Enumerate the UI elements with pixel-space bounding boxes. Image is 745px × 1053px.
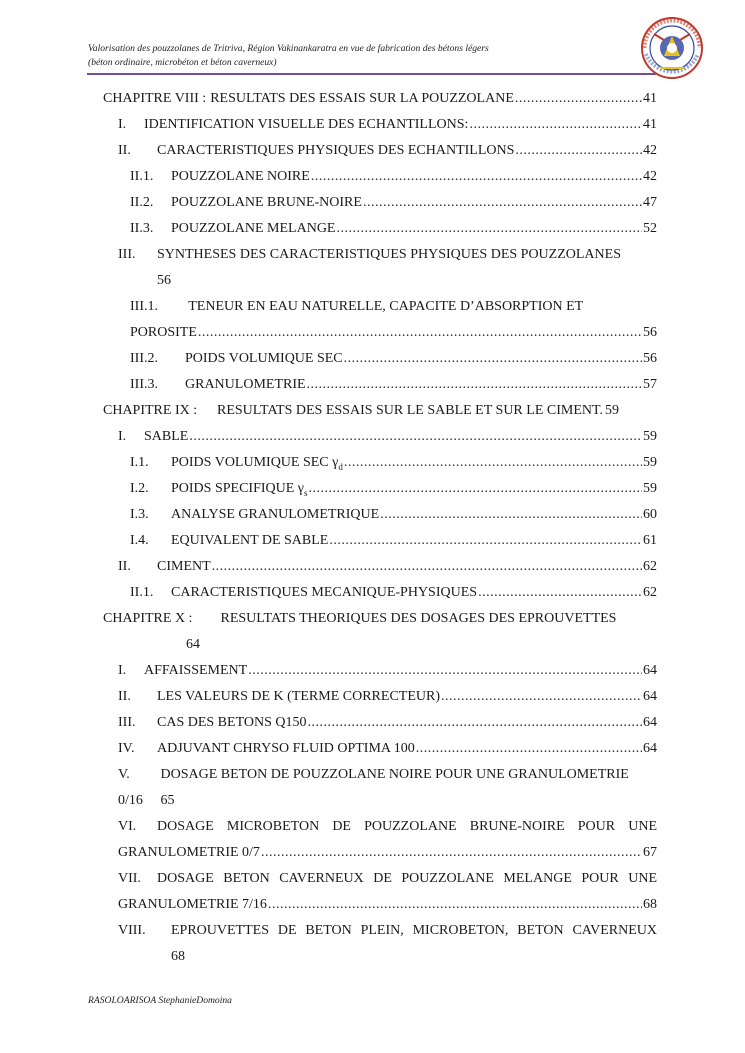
toc-page: 62 [643, 559, 657, 574]
toc-entry-continuation[interactable] [130, 324, 657, 342]
toc-leader [344, 350, 642, 368]
toc-title: GRANULOMETRIE [185, 377, 306, 392]
toc-number: CHAPITRE IX : [103, 403, 198, 418]
toc-entry[interactable] [130, 584, 657, 602]
toc-entry[interactable] [130, 506, 657, 524]
toc-entry-chapter-9[interactable] [103, 402, 657, 420]
toc-leader [308, 714, 643, 732]
toc-title: DOSAGE BETON CAVERNEUX DE POUZZOLANE MELANGE POUR UNE [157, 871, 657, 886]
toc-page: 47 [643, 195, 657, 210]
toc-entry[interactable] [118, 142, 657, 160]
toc-number: I. [118, 429, 127, 444]
toc-number: I. [118, 117, 127, 132]
toc-entry-wrapped[interactable] [118, 870, 657, 888]
toc-entry-chapter-8[interactable] [103, 90, 657, 108]
toc-leader [469, 116, 642, 134]
toc-title: 0/16 [118, 793, 143, 808]
toc-title: CAS DES BETONS Q150 [157, 715, 307, 730]
toc-number: I. [118, 663, 127, 678]
toc-title: POUZZOLANE BRUNE-NOIRE [171, 195, 362, 210]
toc-number: II.3. [130, 221, 154, 236]
toc-number: II.1. [130, 585, 154, 600]
toc-entry-wrapped[interactable] [130, 298, 583, 316]
toc-title: EPROUVETTES DE BETON PLEIN, MICROBETON, BETON CAVERNEUX [171, 923, 657, 938]
toc-page: 68 [171, 949, 185, 964]
toc-leader [441, 688, 642, 706]
toc-leader [268, 896, 642, 914]
toc-leader [309, 480, 642, 498]
toc-title: GRANULOMETRIE 7/16 [118, 897, 267, 912]
toc-title: CARACTERISTIQUES PHYSIQUES DES ECHANTILLONS [157, 143, 515, 158]
toc-entry[interactable] [118, 558, 657, 576]
toc-number: I.3. [130, 507, 149, 522]
toc-leader [416, 740, 642, 758]
toc-entry[interactable] [130, 350, 657, 368]
toc-page: 59 [643, 429, 657, 444]
toc-entry[interactable] [118, 662, 657, 680]
toc-title: CARACTERISTIQUES MECANIQUE-PHYSIQUES [171, 585, 478, 600]
toc-leader [363, 194, 642, 212]
toc-title: ANALYSE GRANULOMETRIQUE [171, 507, 380, 522]
toc-title: POUZZOLANE NOIRE [171, 169, 310, 184]
toc-number: II. [118, 689, 131, 704]
toc-page: 68 [643, 897, 657, 912]
toc-entry-wrapped[interactable] [118, 818, 657, 836]
toc-title: RESULTATS DES ESSAIS SUR LE SABLE ET SUR LE CIMENT. [217, 403, 603, 418]
toc-title: IDENTIFICATION VISUELLE DES ECHANTILLONS: [144, 117, 469, 132]
toc-page: 56 [157, 273, 171, 288]
toc-leader [515, 142, 642, 160]
toc-leader [336, 220, 642, 238]
running-header [88, 42, 628, 70]
toc-title: RESULTATS DES ESSAIS SUR LA POUZZOLANE [210, 91, 514, 106]
toc-page: 42 [643, 169, 657, 184]
toc-entry[interactable] [130, 532, 657, 550]
toc-leader [380, 506, 642, 524]
header-line-1: Valorisation des pouzzolanes de Tritriva, Région Vakinankaratra en vue de fabrication des bétons légers [88, 43, 489, 54]
toc-page: 64 [643, 741, 657, 756]
header-rule [87, 73, 656, 75]
toc-leader [261, 844, 642, 862]
university-seal-icon [634, 10, 710, 86]
toc-page: 52 [643, 221, 657, 236]
toc-leader [515, 90, 642, 108]
header-line-2: (béton ordinaire, microbéton et béton caverneux) [88, 57, 277, 68]
toc-title: AFFAISSEMENT [144, 663, 248, 678]
toc-title: GRANULOMETRIE 0/7 [118, 845, 260, 860]
toc-entry[interactable] [130, 220, 657, 238]
toc-title: SABLE [144, 429, 189, 444]
toc-number: I.4. [130, 533, 149, 548]
toc-number: I.2. [130, 481, 149, 496]
page-footer-author: RASOLOARISOA StephanieDomoina [88, 995, 232, 1006]
toc-page: 59 [643, 455, 657, 470]
toc-entry[interactable] [118, 688, 657, 706]
toc-entry[interactable] [130, 454, 657, 476]
toc-page: 64 [186, 637, 200, 652]
toc-number: II.2. [130, 195, 154, 210]
toc-leader [311, 168, 642, 186]
toc-page: 67 [643, 845, 657, 860]
toc-entry-continuation[interactable] [118, 844, 657, 862]
toc-title: LES VALEURS DE K (TERME CORRECTEUR) [157, 689, 440, 704]
toc-page: 41 [643, 91, 657, 106]
toc-entry[interactable] [118, 428, 657, 446]
toc-number: II.1. [130, 169, 154, 184]
toc-entry[interactable] [118, 116, 657, 134]
toc-leader [329, 532, 642, 550]
toc-title: RESULTATS THEORIQUES DES DOSAGES DES EPROUVETTES [220, 611, 617, 626]
toc-title: POIDS SPECIFIQUE $\gamma_s$ [171, 481, 308, 498]
toc-page: 42 [643, 143, 657, 158]
toc-entry-wrapped[interactable] [118, 922, 657, 940]
toc-number: II. [118, 143, 131, 158]
toc-page: 57 [643, 377, 657, 392]
toc-entry[interactable] [118, 714, 657, 732]
toc-title: TENEUR EN EAU NATURELLE, CAPACITE D’ABSORPTION ET [188, 299, 584, 314]
toc-page: 59 [643, 481, 657, 496]
toc-number: VIII. [118, 923, 146, 938]
toc-title: POIDS VOLUMIQUE SEC $\gamma_d$ [171, 455, 343, 472]
toc-number: IV. [118, 741, 135, 756]
toc-number: II. [118, 559, 131, 574]
toc-number: III. [118, 715, 136, 730]
toc-number: III. [118, 247, 136, 262]
toc-number: V. [118, 767, 130, 782]
toc-entry-continuation[interactable] [118, 792, 175, 810]
toc-entry[interactable] [130, 376, 657, 394]
toc-page: 56 [643, 325, 657, 340]
toc-number: III.3. [130, 377, 158, 392]
toc-title: POUZZOLANE MELANGE [171, 221, 336, 236]
toc-leader [189, 428, 642, 446]
toc-page: 56 [643, 351, 657, 366]
toc-number: I.1. [130, 455, 149, 470]
toc-page: 62 [643, 585, 657, 600]
toc-page: 60 [643, 507, 657, 522]
toc-title: POROSITE [130, 325, 197, 340]
toc-entry-wrapped[interactable] [118, 766, 629, 784]
toc-entry-wrapped[interactable] [118, 246, 657, 264]
toc-leader [344, 454, 642, 472]
toc-number: VII. [118, 871, 141, 886]
toc-leader [212, 558, 642, 576]
toc-entry[interactable] [130, 168, 657, 186]
toc-leader [478, 584, 642, 602]
toc-page: 64 [643, 715, 657, 730]
toc-entry[interactable] [130, 480, 657, 502]
toc-entry-chapter-10[interactable] [103, 610, 616, 628]
toc-number: VI. [118, 819, 137, 834]
toc-title: POIDS VOLUMIQUE SEC [185, 351, 343, 366]
toc-title: DOSAGE MICROBETON DE POUZZOLANE BRUNE-NOIRE POUR UNE [157, 819, 657, 834]
toc-number: CHAPITRE VIII : [103, 91, 207, 106]
toc-page: 64 [643, 689, 657, 704]
toc-page: 64 [643, 663, 657, 678]
toc-leader [307, 376, 642, 394]
toc-title: ADJUVANT CHRYSO FLUID OPTIMA 100 [157, 741, 415, 756]
toc-title: SYNTHESES DES CARACTERISTIQUES PHYSIQUES DES POUZZOLANES [157, 247, 621, 262]
toc-title: EQUIVALENT DE SABLE [171, 533, 329, 548]
toc-entry-continuation[interactable] [118, 896, 657, 914]
toc-leader [248, 662, 642, 680]
toc-number: III.1. [130, 299, 158, 314]
toc-page: 65 [160, 793, 175, 808]
toc-number: CHAPITRE X : [103, 611, 193, 626]
toc-entry[interactable] [130, 194, 657, 212]
toc-title: CIMENT [157, 559, 211, 574]
toc-title: DOSAGE BETON DE POUZZOLANE NOIRE POUR UNE GRANULOMETRIE [160, 767, 629, 782]
toc-page: 41 [643, 117, 657, 132]
toc-page: 59 [605, 403, 619, 418]
toc-number: III.2. [130, 351, 158, 366]
toc-page: 61 [643, 533, 657, 548]
toc-entry[interactable] [118, 740, 657, 758]
toc-leader [198, 324, 642, 342]
